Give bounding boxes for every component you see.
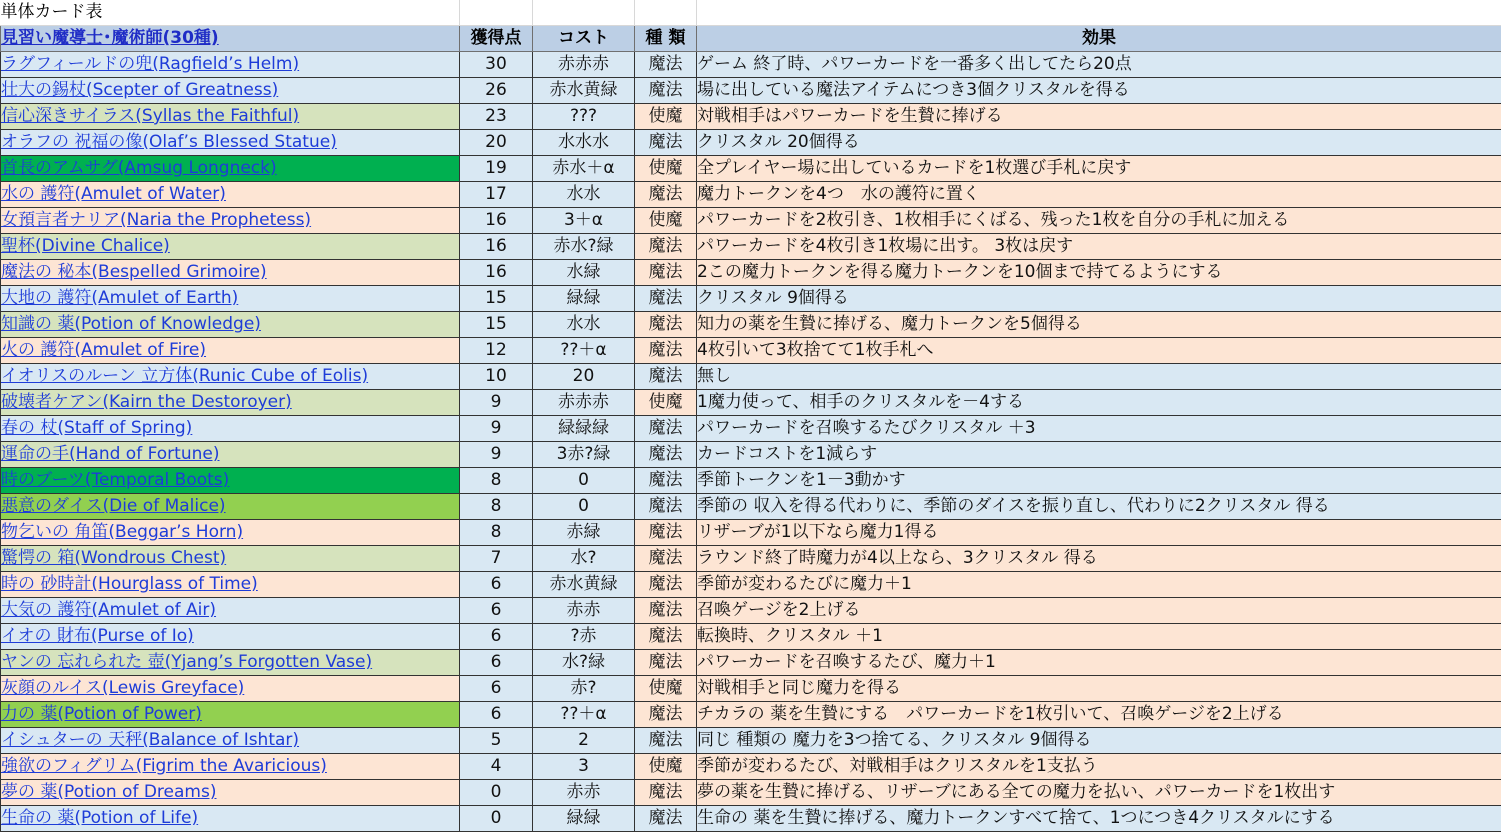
effect-cell[interactable]: 季節トークンを1－3動かす <box>697 468 1501 494</box>
type-cell[interactable]: 魔法 <box>635 494 697 520</box>
type-cell[interactable]: 魔法 <box>635 728 697 754</box>
table-row <box>1 104 1501 130</box>
type-cell[interactable]: 魔法 <box>635 650 697 676</box>
effect-cell[interactable]: 4枚引いて3枚捨てて1枚手札へ <box>697 338 1501 364</box>
card-name-link[interactable]: 魔法の 秘本(Bespelled Grimoire) <box>1 260 460 286</box>
type-cell[interactable]: 魔法 <box>635 806 697 832</box>
table-row <box>1 260 1501 286</box>
points-cell[interactable]: 7 <box>460 546 533 572</box>
card-name-link[interactable]: 信心深きサイラス(Syllas the Faithful) <box>1 104 460 130</box>
type-cell[interactable]: 魔法 <box>635 338 697 364</box>
points-cell[interactable]: 15 <box>460 286 533 312</box>
card-name-link[interactable]: オラフの 祝福の像(Olaf’s Blessed Statue) <box>1 130 460 156</box>
table-row <box>1 702 1501 728</box>
effect-cell[interactable]: 季節が変わるたびに魔力＋1 <box>697 572 1501 598</box>
cost-cell[interactable]: 赤水黄緑 <box>533 572 635 598</box>
table-row <box>1 208 1501 234</box>
effect-cell[interactable]: 転換時、クリスタル ＋1 <box>697 624 1501 650</box>
table-row <box>1 572 1501 598</box>
card-name-link[interactable]: 運命の手(Hand of Fortune) <box>1 442 460 468</box>
table-row <box>1 520 1501 546</box>
table-row <box>1 728 1501 754</box>
table-row <box>1 546 1501 572</box>
empty-cell[interactable] <box>460 0 533 26</box>
effect-cell[interactable]: パワーカードを召喚するたびクリスタル ＋3 <box>697 416 1501 442</box>
points-cell[interactable]: 30 <box>460 52 533 78</box>
cost-cell[interactable]: 赤水＋α <box>533 156 635 182</box>
effect-cell[interactable]: 同じ 種類の 魔力を3つ捨てる、クリスタル 9個得る <box>697 728 1501 754</box>
card-name-link[interactable]: 驚愕の 箱(Wondrous Chest) <box>1 546 460 572</box>
cost-cell[interactable]: 赤赤 <box>533 598 635 624</box>
points-cell[interactable]: 4 <box>460 754 533 780</box>
empty-cell[interactable] <box>635 0 697 26</box>
type-cell[interactable]: 魔法 <box>635 468 697 494</box>
effect-cell[interactable]: 場に出している魔法アイテムにつき3個クリスタルを得る <box>697 78 1501 104</box>
effect-cell[interactable]: カードコストを1減らす <box>697 442 1501 468</box>
effect-cell[interactable]: クリスタル 9個得る <box>697 286 1501 312</box>
card-name-link[interactable]: 生命の 薬(Potion of Life) <box>1 806 460 832</box>
points-cell[interactable]: 6 <box>460 598 533 624</box>
points-cell[interactable]: 15 <box>460 312 533 338</box>
type-cell[interactable]: 魔法 <box>635 130 697 156</box>
type-cell[interactable]: 魔法 <box>635 312 697 338</box>
card-name-link[interactable]: 時のブーツ(Temporal Boots) <box>1 468 460 494</box>
table-row <box>1 494 1501 520</box>
points-cell[interactable]: 8 <box>460 494 533 520</box>
card-name-link[interactable]: ラグフィールドの兜(Ragfield’s Helm) <box>1 52 460 78</box>
cost-cell[interactable]: 水?緑 <box>533 650 635 676</box>
table-row <box>1 676 1501 702</box>
card-name-link[interactable]: イオの 財布(Purse of Io) <box>1 624 460 650</box>
card-name-link[interactable]: 聖杯(Divine Chalice) <box>1 234 460 260</box>
effect-cell[interactable]: リザーブが1以下なら魔力1得る <box>697 520 1501 546</box>
points-cell[interactable]: 16 <box>460 260 533 286</box>
type-cell[interactable]: 使魔 <box>635 390 697 416</box>
table-row <box>1 806 1501 832</box>
points-cell[interactable]: 20 <box>460 130 533 156</box>
cost-cell[interactable]: 2 <box>533 728 635 754</box>
cost-cell[interactable]: 水? <box>533 546 635 572</box>
points-cell[interactable]: 0 <box>460 806 533 832</box>
type-cell[interactable]: 魔法 <box>635 78 697 104</box>
type-cell[interactable]: 魔法 <box>635 702 697 728</box>
table-row <box>1 624 1501 650</box>
card-name-link[interactable]: 壮大の錫杖(Scepter of Greatness) <box>1 78 460 104</box>
card-name-link[interactable]: 水の 護符(Amulet of Water) <box>1 182 460 208</box>
header-effect[interactable]: 効果 <box>697 26 1501 52</box>
card-name-link[interactable]: 力の 薬(Potion of Power) <box>1 702 460 728</box>
card-name-link[interactable]: 強欲のフィグリム(Figrim the Avaricious) <box>1 754 460 780</box>
cost-cell[interactable]: 赤赤赤 <box>533 52 635 78</box>
card-name-link[interactable]: 破壊者ケアン(Kairn the Destoroyer) <box>1 390 460 416</box>
points-cell[interactable]: 9 <box>460 390 533 416</box>
card-name-link[interactable]: 灰顔のルイス(Lewis Greyface) <box>1 676 460 702</box>
cost-cell[interactable]: 緑緑緑 <box>533 416 635 442</box>
table-row <box>1 130 1501 156</box>
cost-cell[interactable]: ??＋α <box>533 338 635 364</box>
cost-cell[interactable]: 水緑 <box>533 260 635 286</box>
type-cell[interactable]: 魔法 <box>635 572 697 598</box>
title-row <box>1 0 1501 26</box>
table-row <box>1 312 1501 338</box>
type-cell[interactable]: 魔法 <box>635 182 697 208</box>
header-type[interactable]: 種 類 <box>635 26 697 52</box>
table-row <box>1 78 1501 104</box>
table-row <box>1 182 1501 208</box>
cost-cell[interactable]: ??＋α <box>533 702 635 728</box>
cost-cell[interactable]: 水水水 <box>533 130 635 156</box>
points-cell[interactable]: 6 <box>460 572 533 598</box>
points-cell[interactable]: 5 <box>460 728 533 754</box>
table-row <box>1 338 1501 364</box>
effect-cell[interactable]: 季節の 収入を得る代わりに、季節のダイスを振り直し、代わりに2クリスタル 得る <box>697 494 1501 520</box>
type-cell[interactable]: 使魔 <box>635 676 697 702</box>
card-name-link[interactable]: 春の 杖(Staff of Spring) <box>1 416 460 442</box>
points-cell[interactable]: 17 <box>460 182 533 208</box>
cost-cell[interactable]: 3＋α <box>533 208 635 234</box>
type-cell[interactable]: 魔法 <box>635 286 697 312</box>
table-row <box>1 598 1501 624</box>
points-cell[interactable]: 26 <box>460 78 533 104</box>
cost-cell[interactable]: 20 <box>533 364 635 390</box>
effect-cell[interactable]: チカラの 薬を生贄にする パワーカードを1枚引いて、召喚ゲージを2上げる <box>697 702 1501 728</box>
cost-cell[interactable]: 水水 <box>533 312 635 338</box>
cost-cell[interactable]: 0 <box>533 494 635 520</box>
effect-cell[interactable]: 召喚ゲージを2上げる <box>697 598 1501 624</box>
cost-cell[interactable]: 3 <box>533 754 635 780</box>
type-cell[interactable]: 魔法 <box>635 546 697 572</box>
effect-cell[interactable]: 全プレイヤー場に出しているカードを1枚選び手札に戻す <box>697 156 1501 182</box>
card-name-link[interactable]: 火の 護符(Amulet of Fire) <box>1 338 460 364</box>
points-cell[interactable]: 9 <box>460 416 533 442</box>
type-cell[interactable]: 魔法 <box>635 442 697 468</box>
points-cell[interactable]: 6 <box>460 702 533 728</box>
type-cell[interactable]: 魔法 <box>635 780 697 806</box>
sheet-title[interactable]: 単体カード表 <box>1 0 460 26</box>
points-cell[interactable]: 0 <box>460 780 533 806</box>
cost-cell[interactable]: 赤赤赤 <box>533 390 635 416</box>
card-name-link[interactable]: 大地の 護符(Amulet of Earth) <box>1 286 460 312</box>
effect-cell[interactable]: 2この魔力トークンを得る魔力トークンを10個まで持てるようにする <box>697 260 1501 286</box>
card-name-link[interactable]: 知識の 薬(Potion of Knowledge) <box>1 312 460 338</box>
cost-cell[interactable]: ?赤 <box>533 624 635 650</box>
table-row <box>1 156 1501 182</box>
effect-cell[interactable]: 生命の 薬を生贄に捧げる、魔力トークンすべて捨て、1つにつき4クリスタルにする <box>697 806 1501 832</box>
points-cell[interactable]: 9 <box>460 442 533 468</box>
points-cell[interactable]: 8 <box>460 468 533 494</box>
points-cell[interactable]: 19 <box>460 156 533 182</box>
points-cell[interactable]: 6 <box>460 624 533 650</box>
points-cell[interactable]: 16 <box>460 234 533 260</box>
points-cell[interactable]: 12 <box>460 338 533 364</box>
table-row <box>1 364 1501 390</box>
effect-cell[interactable]: ゲーム 終了時、パワーカードを一番多く出してたら20点 <box>697 52 1501 78</box>
card-name-link[interactable]: 悪意のダイス(Die of Malice) <box>1 494 460 520</box>
type-cell[interactable]: 魔法 <box>635 416 697 442</box>
effect-cell[interactable]: 無し <box>697 364 1501 390</box>
effect-cell[interactable]: ラウンド終了時魔力が4以上なら、3クリスタル 得る <box>697 546 1501 572</box>
effect-cell[interactable]: パワーカードを4枚引き1枚場に出す。 3枚は戻す <box>697 234 1501 260</box>
points-cell[interactable]: 10 <box>460 364 533 390</box>
card-name-link[interactable]: 物乞いの 角笛(Beggar’s Horn) <box>1 520 460 546</box>
effect-cell[interactable]: 知力の薬を生贄に捧げる、魔力トークンを5個得る <box>697 312 1501 338</box>
table-row <box>1 780 1501 806</box>
type-cell[interactable]: 魔法 <box>635 260 697 286</box>
effect-cell[interactable]: 魔力トークンを4つ 水の護符に置く <box>697 182 1501 208</box>
card-name-link[interactable]: 女預言者ナリア(Naria the Prophetess) <box>1 208 460 234</box>
table-row <box>1 234 1501 260</box>
card-name-link[interactable]: 大気の 護符(Amulet of Air) <box>1 598 460 624</box>
points-cell[interactable]: 6 <box>460 676 533 702</box>
table-row <box>1 390 1501 416</box>
table-row <box>1 286 1501 312</box>
table-row <box>1 650 1501 676</box>
effect-cell[interactable]: 対戦相手はパワーカードを生贄に捧げる <box>697 104 1501 130</box>
table-row <box>1 442 1501 468</box>
type-cell[interactable]: 魔法 <box>635 598 697 624</box>
cost-cell[interactable]: ??? <box>533 104 635 130</box>
table-row <box>1 468 1501 494</box>
cost-cell[interactable]: 赤水黄緑 <box>533 78 635 104</box>
effect-cell[interactable]: 夢の薬を生贄に捧げる、リザーブにある全ての魔力を払い、パワーカードを1枚出す <box>697 780 1501 806</box>
type-cell[interactable]: 使魔 <box>635 754 697 780</box>
header-cost[interactable]: コスト <box>533 26 635 52</box>
effect-cell[interactable]: 季節が変わるたび、対戦相手はクリスタルを1支払う <box>697 754 1501 780</box>
table-row <box>1 416 1501 442</box>
header-row <box>1 26 1501 52</box>
cost-cell[interactable]: 赤? <box>533 676 635 702</box>
card-name-link[interactable]: 夢の 薬(Potion of Dreams) <box>1 780 460 806</box>
header-points[interactable]: 獲得点 <box>460 26 533 52</box>
effect-cell[interactable]: 1魔力使って、相手のクリスタルを－4する <box>697 390 1501 416</box>
type-cell[interactable]: 使魔 <box>635 104 697 130</box>
effect-cell[interactable]: クリスタル 20個得る <box>697 130 1501 156</box>
cost-cell[interactable]: 緑緑 <box>533 806 635 832</box>
cost-cell[interactable]: 赤緑 <box>533 520 635 546</box>
card-name-link[interactable]: ヤンの 忘れられた 壺(Yjang’s Forgotten Vase) <box>1 650 460 676</box>
type-cell[interactable]: 使魔 <box>635 156 697 182</box>
type-cell[interactable]: 魔法 <box>635 520 697 546</box>
effect-cell[interactable]: パワーカードを2枚引き、1枚相手にくばる、残った1枚を自分の手札に加える <box>697 208 1501 234</box>
card-name-link[interactable]: 首長のアムサグ(Amsug Longneck) <box>1 156 460 182</box>
type-cell[interactable]: 魔法 <box>635 364 697 390</box>
empty-cell[interactable] <box>697 0 1501 26</box>
card-name-link[interactable]: 時の 砂時計(Hourglass of Time) <box>1 572 460 598</box>
table-row <box>1 52 1501 78</box>
header-name[interactable]: 見習い魔導士･魔術師(30種) <box>1 26 460 52</box>
cost-cell[interactable]: 3赤?緑 <box>533 442 635 468</box>
type-cell[interactable]: 魔法 <box>635 52 697 78</box>
points-cell[interactable]: 6 <box>460 650 533 676</box>
points-cell[interactable]: 8 <box>460 520 533 546</box>
cost-cell[interactable]: 赤水?緑 <box>533 234 635 260</box>
cost-cell[interactable]: 水水 <box>533 182 635 208</box>
card-name-link[interactable]: イオリスのルーン 立方体(Runic Cube of Eolis) <box>1 364 460 390</box>
effect-cell[interactable]: 対戦相手と同じ魔力を得る <box>697 676 1501 702</box>
type-cell[interactable]: 使魔 <box>635 208 697 234</box>
type-cell[interactable]: 魔法 <box>635 624 697 650</box>
cost-cell[interactable]: 0 <box>533 468 635 494</box>
card-name-link[interactable]: イシュターの 天秤(Balance of Ishtar) <box>1 728 460 754</box>
cost-cell[interactable]: 緑緑 <box>533 286 635 312</box>
effect-cell[interactable]: パワーカードを召喚するたび、魔力＋1 <box>697 650 1501 676</box>
empty-cell[interactable] <box>533 0 635 26</box>
table-row <box>1 754 1501 780</box>
points-cell[interactable]: 23 <box>460 104 533 130</box>
type-cell[interactable]: 魔法 <box>635 234 697 260</box>
cost-cell[interactable]: 赤赤 <box>533 780 635 806</box>
points-cell[interactable]: 16 <box>460 208 533 234</box>
